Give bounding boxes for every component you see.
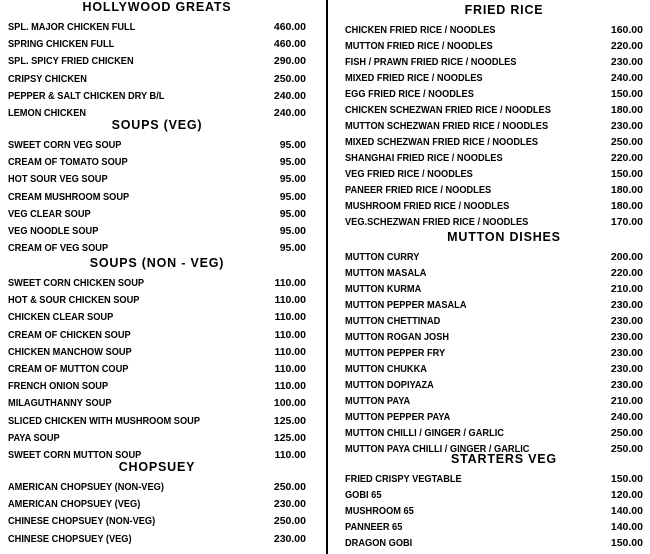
menu-item — [8, 20, 306, 34]
menu-item-name: SPRING CHICKEN FULL — [8, 38, 115, 51]
menu-item-price: 230.00 — [273, 498, 306, 511]
menu-item-name: CHICKEN SCHEZWAN FRIED RICE / NOODLES — [345, 104, 551, 116]
menu-item-name: EGG FRIED RICE / NOODLES — [345, 88, 474, 100]
menu-item-name: GOBI 65 — [345, 489, 382, 501]
menu-item — [345, 346, 643, 360]
menu-item-name: MUSHROOM FRIED RICE / NOODLES — [345, 200, 510, 212]
menu-item — [345, 394, 643, 408]
menu-item-price: 220.00 — [610, 152, 643, 164]
menu-item — [345, 266, 643, 280]
menu-item — [345, 23, 643, 37]
menu-item — [8, 345, 306, 359]
menu-item-name: MUTTON PEPPER PAYA — [345, 411, 451, 423]
menu-item-price: 95.00 — [279, 225, 306, 237]
menu-item-name: SWEET CORN VEG SOUP — [8, 139, 122, 151]
section-heading: SOUPS (VEG) — [111, 118, 203, 132]
menu-item — [345, 215, 643, 229]
menu-item-name: MUTTON CHUKKA — [345, 363, 427, 375]
menu-item — [345, 426, 643, 440]
menu-item — [8, 396, 306, 410]
menu-item-price: 140.00 — [610, 505, 643, 517]
menu-item-price: 95.00 — [279, 156, 306, 169]
menu-item-name: CRIPSY CHICKEN — [8, 72, 87, 85]
menu-item-price: 110.00 — [274, 277, 306, 289]
menu-item-name: MUTTON ROGAN JOSH — [345, 331, 450, 343]
menu-item-name: CREAM OF TOMATO SOUP — [8, 156, 128, 169]
menu-item — [345, 183, 643, 197]
menu-item-name: MUTTON PAYA — [345, 395, 411, 407]
menu-item — [345, 135, 643, 149]
menu-item-price: 110.00 — [274, 311, 306, 324]
menu-item-price: 150.00 — [610, 88, 643, 100]
menu-item-name: FRIED CRISPY VEGTABLE — [345, 473, 462, 485]
menu-item-name: MIXED SCHEZWAN FRIED RICE / NOODLES — [345, 136, 539, 148]
menu-item — [345, 71, 643, 85]
section-heading: STARTERS VEG — [451, 452, 557, 466]
menu-item-price: 150.00 — [610, 168, 643, 180]
menu-item — [8, 414, 306, 428]
menu-item-price: 95.00 — [279, 242, 306, 255]
menu-item — [345, 55, 643, 69]
menu-item — [8, 172, 306, 186]
menu-item — [8, 328, 306, 342]
menu-item — [8, 207, 306, 221]
menu-item-price: 180.00 — [610, 200, 643, 212]
menu-item-name: MILAGUTHANNY SOUP — [8, 397, 112, 410]
menu-item-name: CHINESE CHOPSUEY (VEG) — [8, 532, 132, 545]
menu-item-price: 230.00 — [610, 363, 643, 375]
menu-item-name: VEG FRIED RICE / NOODLES — [345, 168, 473, 180]
menu-item-name: CHINESE CHOPSUEY (NON-VEG) — [8, 515, 156, 528]
menu-item — [345, 282, 643, 296]
menu-item-price: 230.00 — [610, 120, 643, 132]
menu-item-price: 230.00 — [610, 379, 643, 391]
menu-item — [8, 379, 306, 393]
menu-item — [8, 480, 306, 494]
menu-item — [345, 167, 643, 181]
menu-item — [345, 330, 643, 344]
menu-item-price: 250.00 — [610, 136, 643, 148]
menu-item-name: FRENCH ONION SOUP — [8, 380, 109, 393]
menu-item — [345, 39, 643, 53]
menu-item-name: PAYA SOUP — [8, 431, 60, 444]
menu-item-price: 110.00 — [274, 328, 306, 341]
menu-item-price: 170.00 — [610, 216, 643, 228]
menu-item-name: DRAGON GOBI — [345, 537, 413, 549]
menu-item-price: 250.00 — [273, 515, 306, 528]
menu-item — [8, 54, 306, 68]
menu-item-name: SWEET CORN CHICKEN SOUP — [8, 277, 145, 289]
section-heading: MUTTON DISHES — [447, 230, 561, 244]
menu-item-price: 240.00 — [273, 89, 306, 102]
menu-item-price: 460.00 — [273, 21, 306, 33]
menu-item-name: MUTTON CURRY — [345, 251, 420, 263]
menu-item-price: 180.00 — [610, 184, 643, 196]
menu-item-price: 140.00 — [610, 521, 643, 533]
menu-item-price: 110.00 — [274, 380, 306, 393]
menu-item-name: VEG NOODLE SOUP — [8, 225, 99, 237]
menu-item-name: MUTTON SCHEZWAN FRIED RICE / NOODLES — [345, 120, 549, 132]
menu-item-name: AMERICAN CHOPSUEY (VEG) — [8, 498, 141, 511]
menu-item-price: 110.00 — [274, 449, 306, 461]
menu-item-name: MUTTON KURMA — [345, 283, 422, 295]
menu-item-name: SPL. SPICY FRIED CHICKEN — [8, 55, 134, 68]
menu-item-name: PEPPER & SALT CHICKEN DRY B/L — [8, 89, 165, 102]
menu-item-price: 220.00 — [610, 267, 643, 279]
menu-item-price: 95.00 — [279, 190, 306, 203]
menu-item-name: MUTTON MASALA — [345, 267, 427, 279]
menu-item — [345, 151, 643, 165]
menu-item-price: 250.00 — [273, 72, 306, 85]
menu-item-price: 200.00 — [610, 251, 643, 263]
menu-item-name: PANEER FRIED RICE / NOODLES — [345, 184, 492, 196]
menu-item — [345, 103, 643, 117]
menu-item-name: LEMON CHICKEN — [8, 107, 87, 119]
menu-item-price: 230.00 — [273, 532, 306, 545]
menu-item-name: MUTTON FRIED RICE / NOODLES — [345, 40, 493, 52]
menu-item — [8, 532, 306, 546]
menu-item-name: SWEET CORN MUTTON SOUP — [8, 449, 142, 461]
section-heading: HOLLYWOOD GREATS — [82, 0, 232, 14]
menu-item-price: 110.00 — [274, 363, 306, 375]
menu-item-price: 180.00 — [610, 104, 643, 116]
menu-item-name: CREAM OF CHICKEN SOUP — [8, 328, 131, 341]
menu-item-price: 150.00 — [610, 537, 643, 549]
menu-item — [8, 276, 306, 290]
menu-item-name: AMERICAN CHOPSUEY (NON-VEG) — [8, 481, 164, 493]
menu-item — [8, 138, 306, 152]
menu-item — [8, 241, 306, 255]
menu-item — [8, 310, 306, 324]
menu-item-price: 150.00 — [610, 473, 643, 485]
menu-item-name: CREAM OF MUTTON COUP — [8, 363, 129, 375]
menu-item-price: 230.00 — [610, 56, 643, 68]
menu-item-name: MUTTON PEPPER FRY — [345, 347, 446, 359]
menu-item-price: 230.00 — [610, 299, 643, 311]
menu-item-price: 210.00 — [610, 395, 643, 407]
menu-item-name: MUTTON CHILLI / GINGER / GARLIC — [345, 427, 504, 439]
menu-item-price: 290.00 — [273, 55, 306, 68]
menu-item-price: 110.00 — [274, 345, 306, 358]
menu-item-price: 95.00 — [279, 139, 306, 151]
menu-item-price: 250.00 — [610, 427, 643, 439]
menu-item-name: MIXED FRIED RICE / NOODLES — [345, 72, 483, 84]
menu-item-name: MUTTON PEPPER MASALA — [345, 299, 467, 311]
menu-item-price: 210.00 — [610, 283, 643, 295]
menu-item — [8, 190, 306, 204]
menu-item-name: FISH / PRAWN FRIED RICE / NOODLES — [345, 56, 517, 68]
menu-item-price: 160.00 — [610, 24, 643, 36]
menu-item-name: MUTTON PAYA CHILLI / GINGER / GARLIC — [345, 443, 530, 455]
menu-item-price: 220.00 — [610, 40, 643, 52]
menu-item-price: 100.00 — [273, 397, 306, 410]
menu-item — [8, 514, 306, 528]
menu-item — [8, 37, 306, 51]
menu-item — [345, 119, 643, 133]
menu-item-name: CREAM OF VEG SOUP — [8, 242, 109, 255]
menu-item — [8, 497, 306, 511]
menu-item-price: 110.00 — [274, 294, 306, 307]
menu-item — [345, 199, 643, 213]
menu-item — [345, 87, 643, 101]
menu-item — [345, 362, 643, 376]
menu-item — [8, 89, 306, 103]
menu-item — [8, 293, 306, 307]
section-heading: SOUPS (NON - VEG) — [89, 256, 225, 270]
menu-item-price: 120.00 — [610, 489, 643, 501]
section-heading: CHOPSUEY — [118, 460, 196, 474]
menu-item-name: MUTTON CHETTINAD — [345, 315, 441, 327]
menu-item — [8, 362, 306, 376]
menu-item-price: 460.00 — [273, 38, 306, 51]
menu-item-price: 95.00 — [279, 207, 306, 220]
menu-item-name: HOT & SOUR CHICKEN SOUP — [8, 294, 140, 307]
menu-item — [8, 155, 306, 169]
column-divider — [326, 0, 328, 554]
menu-item-price: 230.00 — [610, 331, 643, 343]
menu-item-price: 125.00 — [273, 431, 306, 444]
menu-item — [345, 298, 643, 312]
menu-item-name: SPL. MAJOR CHICKEN FULL — [8, 21, 136, 33]
menu-item-name: VEG.SCHEZWAN FRIED RICE / NOODLES — [345, 216, 529, 228]
menu-item-name: MUSHROOM 65 — [345, 505, 414, 517]
menu-item-name: SHANGHAI FRIED RICE / NOODLES — [345, 152, 503, 164]
menu-item-name: MUTTON DOPIYAZA — [345, 379, 434, 391]
menu-item-price: 125.00 — [273, 414, 306, 427]
menu-item-name: CREAM MUSHROOM SOUP — [8, 190, 130, 203]
menu-item — [8, 72, 306, 86]
menu-item-price: 240.00 — [610, 411, 643, 423]
menu-item-name: CHICKEN MANCHOW SOUP — [8, 345, 132, 358]
menu-item — [8, 224, 306, 238]
menu-item-price: 250.00 — [273, 481, 306, 493]
menu-item — [345, 504, 643, 518]
menu-item-name: CHICKEN CLEAR SOUP — [8, 311, 114, 324]
menu-item — [8, 431, 306, 445]
menu-item-price: 230.00 — [610, 347, 643, 359]
menu-item — [345, 520, 643, 534]
menu-item-name: HOT SOUR VEG SOUP — [8, 173, 108, 186]
menu-item — [345, 314, 643, 328]
menu-item-price: 240.00 — [273, 107, 306, 119]
menu-item — [345, 536, 643, 550]
menu-item-name: VEG CLEAR SOUP — [8, 207, 91, 220]
menu-item — [345, 250, 643, 264]
menu-item — [345, 410, 643, 424]
menu-item-price: 230.00 — [610, 315, 643, 327]
menu-item — [345, 472, 643, 486]
menu-item-price: 250.00 — [610, 443, 643, 455]
menu-item-name: CHICKEN FRIED RICE / NOODLES — [345, 24, 496, 36]
menu-item-name: SLICED CHICKEN WITH MUSHROOM SOUP — [8, 414, 200, 427]
menu-item — [345, 488, 643, 502]
menu-item-name: PANNEER 65 — [345, 521, 403, 533]
menu-item — [345, 378, 643, 392]
menu-item-price: 95.00 — [279, 173, 306, 186]
section-heading: FRIED RICE — [464, 3, 544, 17]
menu-item-price: 240.00 — [610, 72, 643, 84]
